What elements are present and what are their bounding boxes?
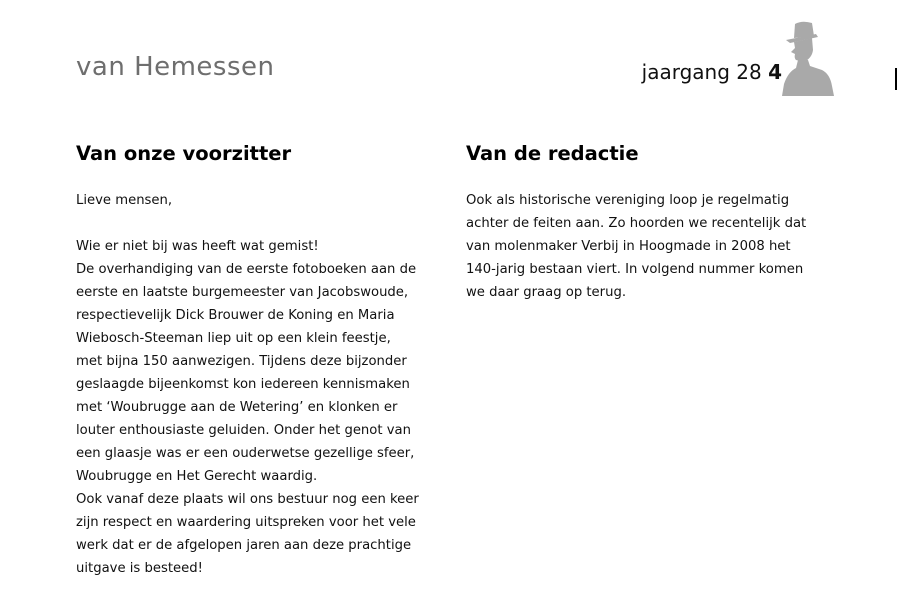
text-line: met ‘Woubrugge aan de Wetering’ en klonken er [76, 400, 398, 415]
text-line: we daar graag op terug. [466, 285, 627, 300]
text-line: Woubrugge en Het Gerecht waardig. [76, 469, 318, 484]
text-line: De overhandiging van de eerste fotoboeken aan de [76, 262, 417, 277]
publication-name: van Hemessen [76, 52, 275, 82]
text-line: Wie er niet bij was heeft wat gemist! [76, 239, 319, 254]
greeting: Lieve mensen, [76, 193, 173, 208]
text-line: Ook als historische vereniging loop je regelmatig [466, 193, 790, 208]
chairman-article-body [76, 235, 436, 580]
volume-label: jaargang 28 [641, 60, 762, 84]
text-line: werk dat er de afgelopen jaren aan deze prachtige [76, 538, 412, 553]
text-line: zijn respect en waardering uitspreken voor het vele [76, 515, 416, 530]
text-line: Ook vanaf deze plaats wil ons bestuur nog een keer [76, 492, 419, 507]
text-line: eerste en laatste burgemeester van Jacobswoude, [76, 285, 409, 300]
chairman-article-title: Van onze voorzitter [76, 142, 292, 165]
edge-mark [895, 68, 897, 90]
paragraph-spacer [76, 212, 436, 235]
text-line: uitgave is besteed! [76, 561, 203, 576]
text-line: van molenmaker Verbij in Hoogmade in 2008 het [466, 239, 791, 254]
text-line: respectievelijk Dick Brouwer de Koning en Maria [76, 308, 395, 323]
text-line: geslaagde bijeenkomst kon iedereen kennismaken [76, 377, 410, 392]
editorial-article-title: Van de redactie [466, 142, 639, 165]
man-with-hat-silhouette-icon [782, 20, 836, 96]
chairman-article [76, 142, 436, 580]
text-line: achter de feiten aan. Zo hoorden we recentelijk dat [466, 216, 807, 231]
text-line: louter enthousiaste geluiden. Onder het genot van [76, 423, 411, 438]
editorial-article-body [466, 189, 826, 304]
text-line: een glaasje was er een ouderwetse gezellige sfeer, [76, 446, 415, 461]
text-line: Wiebosch-Steeman liep uit op een klein feestje, [76, 331, 391, 346]
text-line: met bijna 150 aanwezigen. Tijdens deze bijzonder [76, 354, 407, 369]
editorial-article [466, 142, 826, 304]
page-number: 4 [768, 60, 782, 84]
text-line: 140-jarig bestaan viert. In volgend nummer komen [466, 262, 804, 277]
issue-label [642, 60, 782, 84]
